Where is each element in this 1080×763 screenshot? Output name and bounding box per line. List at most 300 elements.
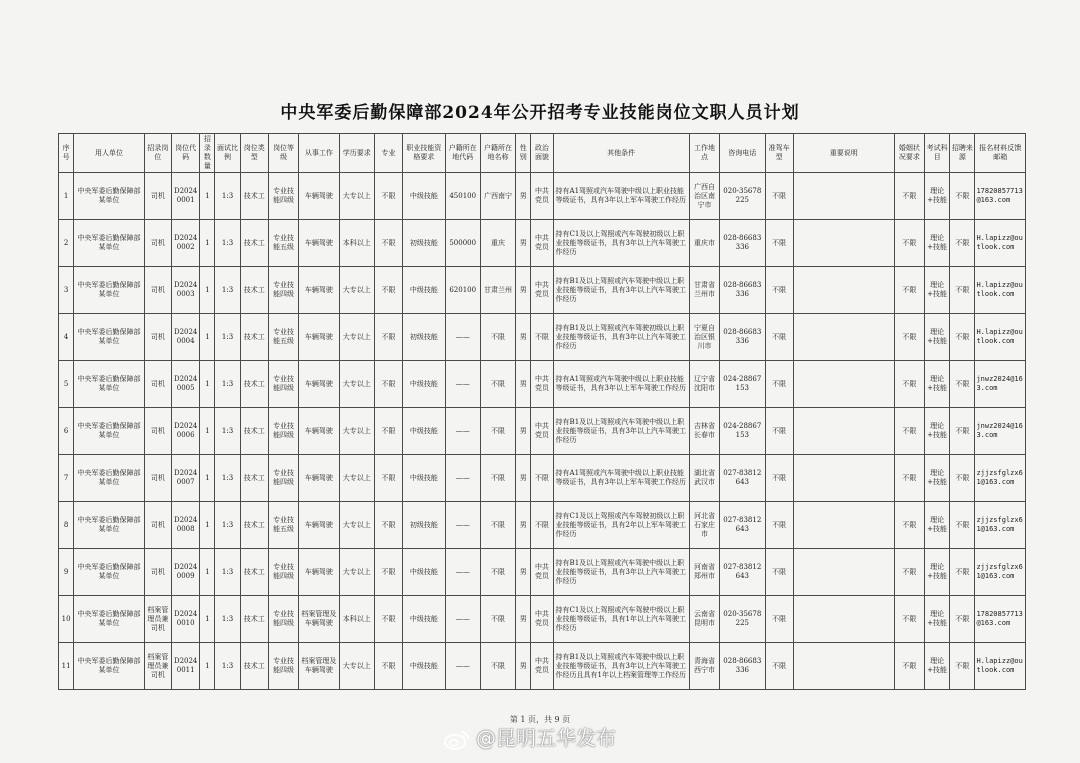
table-cell: 男 <box>516 361 531 408</box>
table-cell: 司机 <box>144 220 171 267</box>
table-cell: 不限 <box>480 643 515 690</box>
table-cell: —— <box>445 549 480 596</box>
table-cell: 中共党员 <box>531 361 553 408</box>
header-cell: 重要说明 <box>793 134 894 173</box>
table-cell: 中央军委后勤保障部某单位 <box>74 549 145 596</box>
table-cell: 620100 <box>445 267 480 314</box>
table-cell: 中央军委后勤保障部某单位 <box>74 502 145 549</box>
table-cell: H.lapizz@outlook.com <box>975 314 1026 361</box>
header-cell: 招录数量 <box>200 134 215 173</box>
table-cell: 中共党员 <box>531 596 553 643</box>
table-cell: 理论+技能 <box>924 455 949 502</box>
table-cell: 司机 <box>144 267 171 314</box>
table-cell: 024-28867153 <box>720 361 765 408</box>
table-cell: 持有B1及以上驾照或汽车驾驶中级以上职业技能等级证书，具有3年以上汽车驾驶工作经历 <box>553 549 689 596</box>
table-cell: 男 <box>516 455 531 502</box>
table-cell: 大专以上 <box>339 643 374 690</box>
table-cell: 青海省西宁市 <box>689 643 719 690</box>
table-cell: 专业技能五级 <box>268 314 298 361</box>
table-cell: D2024 0005 <box>172 361 200 408</box>
table-cell: 028-86683336 <box>720 220 765 267</box>
table-cell: 司机 <box>144 549 171 596</box>
table-cell: 甘肃兰州 <box>480 267 515 314</box>
table-cell: 持有C1及以上驾照或汽车驾驶初级以上职业技能等级证书，具有2年以上军车驾驶工作经历 <box>553 502 689 549</box>
table-cell: 专业技能四级 <box>268 643 298 690</box>
header-cell: 面试比例 <box>215 134 240 173</box>
table-cell: 持有A1驾照或汽车驾驶中级以上职业技能等级证书，具有3年以上军车驾驶工作经历 <box>553 361 689 408</box>
table-cell: 大专以上 <box>339 408 374 455</box>
table-cell: 中央军委后勤保障部某单位 <box>74 596 145 643</box>
table-cell: 不限 <box>765 408 793 455</box>
header-cell: 招录岗位 <box>144 134 171 173</box>
table-cell: 不限 <box>374 549 402 596</box>
table-cell: 理论+技能 <box>924 596 949 643</box>
table-cell: 中央军委后勤保障部某单位 <box>74 314 145 361</box>
table-cell: 不限 <box>374 502 402 549</box>
table-cell: 男 <box>516 220 531 267</box>
header-cell: 岗位等级 <box>268 134 298 173</box>
table-cell: 不限 <box>374 173 402 220</box>
table-cell: 不限 <box>765 502 793 549</box>
table-cell: 不限 <box>374 596 402 643</box>
header-cell: 政治面貌 <box>531 134 553 173</box>
table-cell: 司机 <box>144 455 171 502</box>
header-cell: 从事工作 <box>299 134 339 173</box>
table-cell: D2024 0002 <box>172 220 200 267</box>
table-cell: 不限 <box>765 220 793 267</box>
table-cell: 不限 <box>894 267 924 314</box>
table-cell: 不限 <box>950 549 975 596</box>
header-cell: 招聘来源 <box>950 134 975 173</box>
table-cell: 持有B1及以上驾照或汽车驾驶中级以上职业技能等级证书，具有3年以上汽车驾驶工作经历 <box>553 267 689 314</box>
table-cell: 中共党员 <box>531 173 553 220</box>
table-cell: 不限 <box>374 361 402 408</box>
header-cell: 岗位类型 <box>240 134 268 173</box>
table-cell: 不限 <box>950 267 975 314</box>
table-cell: 不限 <box>480 361 515 408</box>
table-cell: 技术工 <box>240 643 268 690</box>
table-cell: 不限 <box>765 173 793 220</box>
table-cell: 中共党员 <box>531 267 553 314</box>
table-cell: H.lapizz@outlook.com <box>975 220 1026 267</box>
table-cell: 中共党员 <box>531 408 553 455</box>
table-cell: 中央军委后勤保障部某单位 <box>74 361 145 408</box>
watermark <box>444 722 684 752</box>
table-cell: 技术工 <box>240 267 268 314</box>
table-cell <box>793 408 894 455</box>
table-cell: 不限 <box>950 455 975 502</box>
table-cell: 中级技能 <box>403 643 445 690</box>
table-cell: 理论+技能 <box>924 549 949 596</box>
table-cell: 028-86683336 <box>720 643 765 690</box>
table-cell: 初级技能 <box>403 314 445 361</box>
table-cell: 450100 <box>445 173 480 220</box>
table-cell: 男 <box>516 596 531 643</box>
table-cell: 司机 <box>144 361 171 408</box>
table-cell: 不限 <box>765 549 793 596</box>
table-cell: 1:3 <box>215 220 240 267</box>
table-cell: 大专以上 <box>339 502 374 549</box>
table-cell: 不限 <box>950 596 975 643</box>
table-cell: 大专以上 <box>339 173 374 220</box>
table-row <box>59 314 1026 361</box>
table-cell: 男 <box>516 549 531 596</box>
table-row <box>59 408 1026 455</box>
table-cell: 1 <box>200 502 215 549</box>
table-cell: 不限 <box>894 455 924 502</box>
table-cell: 本科以上 <box>339 596 374 643</box>
header-cell: 户籍所在地代码 <box>445 134 480 173</box>
header-cell: 工作地点 <box>689 134 719 173</box>
table-cell: 不限 <box>950 173 975 220</box>
table-cell: 不限 <box>765 267 793 314</box>
table-cell: 重庆市 <box>689 220 719 267</box>
table-cell: 不限 <box>531 314 553 361</box>
table-cell: 1 <box>200 267 215 314</box>
table-cell <box>793 173 894 220</box>
table-cell: 不限 <box>894 408 924 455</box>
table-cell: 档案管理及车辆驾驶 <box>299 596 339 643</box>
table-cell: 技术工 <box>240 220 268 267</box>
table-cell: 车辆驾驶 <box>299 361 339 408</box>
table-cell: 1 <box>200 220 215 267</box>
table-cell: 持有C1及以上驾照或汽车驾驶中级以上职业技能等级证书，具有1年以上汽车驾驶工作经历 <box>553 596 689 643</box>
table-row <box>59 502 1026 549</box>
table-cell: 专业技能四级 <box>268 596 298 643</box>
table-cell <box>793 314 894 361</box>
table-cell: 男 <box>516 643 531 690</box>
table-cell: 专业技能四级 <box>268 361 298 408</box>
table-cell: 中级技能 <box>403 361 445 408</box>
table-row <box>59 220 1026 267</box>
header-cell: 其他条件 <box>553 134 689 173</box>
header-cell: 岗位代码 <box>172 134 200 173</box>
table-cell: 专业技能五级 <box>268 502 298 549</box>
table-cell: 1:3 <box>215 643 240 690</box>
table-cell: 中级技能 <box>403 596 445 643</box>
table-cell: 不限 <box>480 549 515 596</box>
table-cell: 专业技能四级 <box>268 549 298 596</box>
table-row <box>59 549 1026 596</box>
table-cell: 不限 <box>480 596 515 643</box>
header-cell: 职业技能资格要求 <box>403 134 445 173</box>
table-cell: —— <box>445 314 480 361</box>
header-cell: 用人单位 <box>74 134 145 173</box>
table-cell: 司机 <box>144 502 171 549</box>
table-cell: 不限 <box>480 314 515 361</box>
table-cell <box>793 643 894 690</box>
table-cell: H.lapizz@outlook.com <box>975 643 1026 690</box>
table-cell: 9 <box>59 549 74 596</box>
table-cell: 3 <box>59 267 74 314</box>
table-cell: 大专以上 <box>339 455 374 502</box>
table-cell <box>793 220 894 267</box>
table-cell: jnwz2024@163.com <box>975 408 1026 455</box>
table-cell: 云南省昆明市 <box>689 596 719 643</box>
table-cell: 中共党员 <box>531 643 553 690</box>
table-cell: 1:3 <box>215 314 240 361</box>
table-cell: 027-83812643 <box>720 455 765 502</box>
table-cell: 中央军委后勤保障部某单位 <box>74 455 145 502</box>
table-cell: 技术工 <box>240 408 268 455</box>
table-cell: 中级技能 <box>403 267 445 314</box>
table-cell: 男 <box>516 173 531 220</box>
table-cell: 男 <box>516 408 531 455</box>
table-cell: 专业技能四级 <box>268 408 298 455</box>
table-cell: 司机 <box>144 314 171 361</box>
table-cell: 不限 <box>894 643 924 690</box>
table-header-row <box>59 134 1026 173</box>
table-cell: 本科以上 <box>339 220 374 267</box>
table-cell: 中级技能 <box>403 408 445 455</box>
table-cell: 持有A1驾照或汽车驾驶中级以上职业技能等级证书，具有3年以上军车驾驶工作经历 <box>553 173 689 220</box>
table-cell: 不限 <box>894 549 924 596</box>
header-cell: 户籍所在地名称 <box>480 134 515 173</box>
table-cell: 1:3 <box>215 361 240 408</box>
table-cell: 不限 <box>894 596 924 643</box>
table-cell: 持有A1驾照或汽车驾驶中级以上职业技能等级证书，具有3年以上军车驾驶工作经历 <box>553 455 689 502</box>
recruitment-plan-table <box>58 133 1026 690</box>
table-cell: 不限 <box>765 455 793 502</box>
header-cell: 学历要求 <box>339 134 374 173</box>
table-cell: 车辆驾驶 <box>299 173 339 220</box>
table-cell: 不限 <box>480 502 515 549</box>
table-cell: 5 <box>59 361 74 408</box>
table-cell: 不限 <box>374 267 402 314</box>
table-cell: 专业技能四级 <box>268 267 298 314</box>
table-cell: 不限 <box>950 361 975 408</box>
table-row <box>59 361 1026 408</box>
table-cell: 不限 <box>374 220 402 267</box>
table-cell: 不限 <box>374 408 402 455</box>
page-footer: 第 1 页，共 9 页 <box>509 715 571 724</box>
table-cell: 不限 <box>374 643 402 690</box>
table-cell: 500000 <box>445 220 480 267</box>
table-cell: 1:3 <box>215 173 240 220</box>
table-cell: 1:3 <box>215 549 240 596</box>
table-cell: 中级技能 <box>403 455 445 502</box>
table-cell: 1:3 <box>215 455 240 502</box>
table-cell <box>793 549 894 596</box>
table-cell: 广西南宁 <box>480 173 515 220</box>
table-cell: 1 <box>200 643 215 690</box>
table-cell: 档案管理及车辆驾驶 <box>299 643 339 690</box>
table-cell: 技术工 <box>240 361 268 408</box>
table-cell: 河南省郑州市 <box>689 549 719 596</box>
table-cell: 不限 <box>950 643 975 690</box>
table-cell: D2024 0009 <box>172 549 200 596</box>
table-cell: 理论+技能 <box>924 408 949 455</box>
table-cell: —— <box>445 408 480 455</box>
table-cell: 中央军委后勤保障部某单位 <box>74 220 145 267</box>
table-cell: 持有C1及以上驾照或汽车驾驶初级以上职业技能等级证书，具有3年以上汽车驾驶工作经历 <box>553 220 689 267</box>
table-cell: 档案管理员兼司机 <box>144 643 171 690</box>
table-cell: 车辆驾驶 <box>299 220 339 267</box>
table-cell: 不限 <box>950 502 975 549</box>
table-cell: 持有B1及以上驾照或汽车驾驶中级以上职业技能等级证书，具有3年以上汽车驾驶工作经历且具有1年以上档案管理等工作经历 <box>553 643 689 690</box>
table-cell: 不限 <box>894 361 924 408</box>
table-cell: 1:3 <box>215 267 240 314</box>
header-cell: 考试科目 <box>924 134 949 173</box>
table-cell: 不限 <box>894 220 924 267</box>
table-cell: 理论+技能 <box>924 220 949 267</box>
table-cell: 不限 <box>765 361 793 408</box>
header-cell: 咨询电话 <box>720 134 765 173</box>
table-body <box>59 173 1026 690</box>
table-cell: 027-83812643 <box>720 502 765 549</box>
table-cell: jnwz2024@163.com <box>975 361 1026 408</box>
table-cell: 宁夏自治区银川市 <box>689 314 719 361</box>
table-cell: 车辆驾驶 <box>299 267 339 314</box>
table-cell: 车辆驾驶 <box>299 408 339 455</box>
table-cell: 不限 <box>374 314 402 361</box>
table-cell: 大专以上 <box>339 314 374 361</box>
table-cell: 车辆驾驶 <box>299 314 339 361</box>
table-cell: 不限 <box>765 596 793 643</box>
table-cell: —— <box>445 361 480 408</box>
table-cell: D2024 0001 <box>172 173 200 220</box>
table-cell: 专业技能五级 <box>268 220 298 267</box>
table-cell: 不限 <box>950 408 975 455</box>
table-cell: 初级技能 <box>403 220 445 267</box>
header-cell: 性别 <box>516 134 531 173</box>
table-cell: 男 <box>516 502 531 549</box>
table-row <box>59 596 1026 643</box>
table-cell: 技术工 <box>240 502 268 549</box>
table-cell: 不限 <box>480 408 515 455</box>
table-cell: 车辆驾驶 <box>299 502 339 549</box>
table-cell: 司机 <box>144 173 171 220</box>
table-cell: 不限 <box>950 314 975 361</box>
table-cell: 理论+技能 <box>924 173 949 220</box>
header-cell: 报名材料反馈邮箱 <box>975 134 1026 173</box>
table-cell: 大专以上 <box>339 361 374 408</box>
page-title: 中央军委后勤保障部2024年公开招考专业技能岗位文职人员计划 <box>280 103 800 123</box>
table-row <box>59 173 1026 220</box>
table-cell: 吉林省长春市 <box>689 408 719 455</box>
table-cell: 1 <box>200 596 215 643</box>
table-cell: 中央军委后勤保障部某单位 <box>74 408 145 455</box>
table-cell: D2024 0007 <box>172 455 200 502</box>
table-cell: 初级技能 <box>403 502 445 549</box>
table-cell: 中央军委后勤保障部某单位 <box>74 173 145 220</box>
table-cell: 中级技能 <box>403 549 445 596</box>
header-cell: 序号 <box>59 134 74 173</box>
table-row <box>59 643 1026 690</box>
table-cell: 技术工 <box>240 549 268 596</box>
table-cell <box>793 596 894 643</box>
table-cell: 7 <box>59 455 74 502</box>
table-cell: zjjzsfglzx61@163.com <box>975 549 1026 596</box>
table-cell: 大专以上 <box>339 549 374 596</box>
table-cell: 中级技能 <box>403 173 445 220</box>
table-cell: 1 <box>200 549 215 596</box>
table-cell: —— <box>445 643 480 690</box>
table-cell: 不限 <box>765 314 793 361</box>
table-cell: 河北省石家庄市 <box>689 502 719 549</box>
table-cell: 技术工 <box>240 173 268 220</box>
table-cell: 不限 <box>531 455 553 502</box>
table-cell: 车辆驾驶 <box>299 549 339 596</box>
table-cell: zjjzsfglzx61@163.com <box>975 502 1026 549</box>
table-cell: 4 <box>59 314 74 361</box>
table-cell: 男 <box>516 314 531 361</box>
header-cell: 准驾车型 <box>765 134 793 173</box>
table-cell: 不限 <box>894 173 924 220</box>
table-cell: 1 <box>200 361 215 408</box>
table-row <box>59 455 1026 502</box>
table-cell: 8 <box>59 502 74 549</box>
table-cell: 不限 <box>950 220 975 267</box>
table-cell: D2024 0008 <box>172 502 200 549</box>
table-cell: 理论+技能 <box>924 643 949 690</box>
table-cell: 1 <box>59 173 74 220</box>
table-cell: 不限 <box>765 643 793 690</box>
table-cell: 1:3 <box>215 596 240 643</box>
table-cell: 中央军委后勤保障部某单位 <box>74 267 145 314</box>
table-cell: 中共党员 <box>531 549 553 596</box>
header-cell: 专业 <box>374 134 402 173</box>
table-cell: D2024 0006 <box>172 408 200 455</box>
table-cell: 2 <box>59 220 74 267</box>
table-row <box>59 267 1026 314</box>
table-cell: 中央军委后勤保障部某单位 <box>74 643 145 690</box>
table-cell: 020-35678225 <box>720 596 765 643</box>
watermark-text: @昆明五华发布 <box>476 726 616 750</box>
table-cell: 司机 <box>144 408 171 455</box>
table-cell: D2024 0003 <box>172 267 200 314</box>
table-cell <box>793 267 894 314</box>
table-cell: zjjzsfglzx61@163.com <box>975 455 1026 502</box>
table-cell: 持有B1及以上驾照或汽车驾驶初级以上职业技能等级证书，具有3年以上汽车驾驶工作经历 <box>553 314 689 361</box>
table-cell: 持有B1及以上驾照或汽车驾驶中级以上职业技能等级证书，具有3年以上汽车驾驶工作经历 <box>553 408 689 455</box>
table-cell: 理论+技能 <box>924 361 949 408</box>
table-cell: 重庆 <box>480 220 515 267</box>
table-cell: 不限 <box>531 502 553 549</box>
table-cell: 甘肃省兰州市 <box>689 267 719 314</box>
table-cell: 男 <box>516 267 531 314</box>
table-cell: 技术工 <box>240 596 268 643</box>
table-cell: 1 <box>200 408 215 455</box>
table-cell: —— <box>445 596 480 643</box>
table-cell: 大专以上 <box>339 267 374 314</box>
table-cell: 技术工 <box>240 314 268 361</box>
table-cell: D2024 0004 <box>172 314 200 361</box>
table-cell: 17820857713@163.com <box>975 596 1026 643</box>
table-cell: 辽宁省沈阳市 <box>689 361 719 408</box>
table-cell: 020-35678225 <box>720 173 765 220</box>
table-cell: —— <box>445 502 480 549</box>
table-cell <box>793 361 894 408</box>
table-cell: 17820857713@163.com <box>975 173 1026 220</box>
table-cell: D2024 0011 <box>172 643 200 690</box>
table-cell: 1 <box>200 455 215 502</box>
table-cell: 024-28867153 <box>720 408 765 455</box>
table-cell: 技术工 <box>240 455 268 502</box>
table-cell: 1 <box>200 173 215 220</box>
weibo-icon <box>444 729 470 751</box>
table-cell: 广西自治区南宁市 <box>689 173 719 220</box>
table-cell: 028-86683336 <box>720 267 765 314</box>
table-cell: 不限 <box>894 502 924 549</box>
table-cell: 理论+技能 <box>924 267 949 314</box>
table-cell: 中共党员 <box>531 220 553 267</box>
table-cell: 027-83812643 <box>720 549 765 596</box>
table-cell: 11 <box>59 643 74 690</box>
table-cell: H.lapizz@outlook.com <box>975 267 1026 314</box>
header-cell: 婚姻状况要求 <box>894 134 924 173</box>
table-cell: 理论+技能 <box>924 314 949 361</box>
